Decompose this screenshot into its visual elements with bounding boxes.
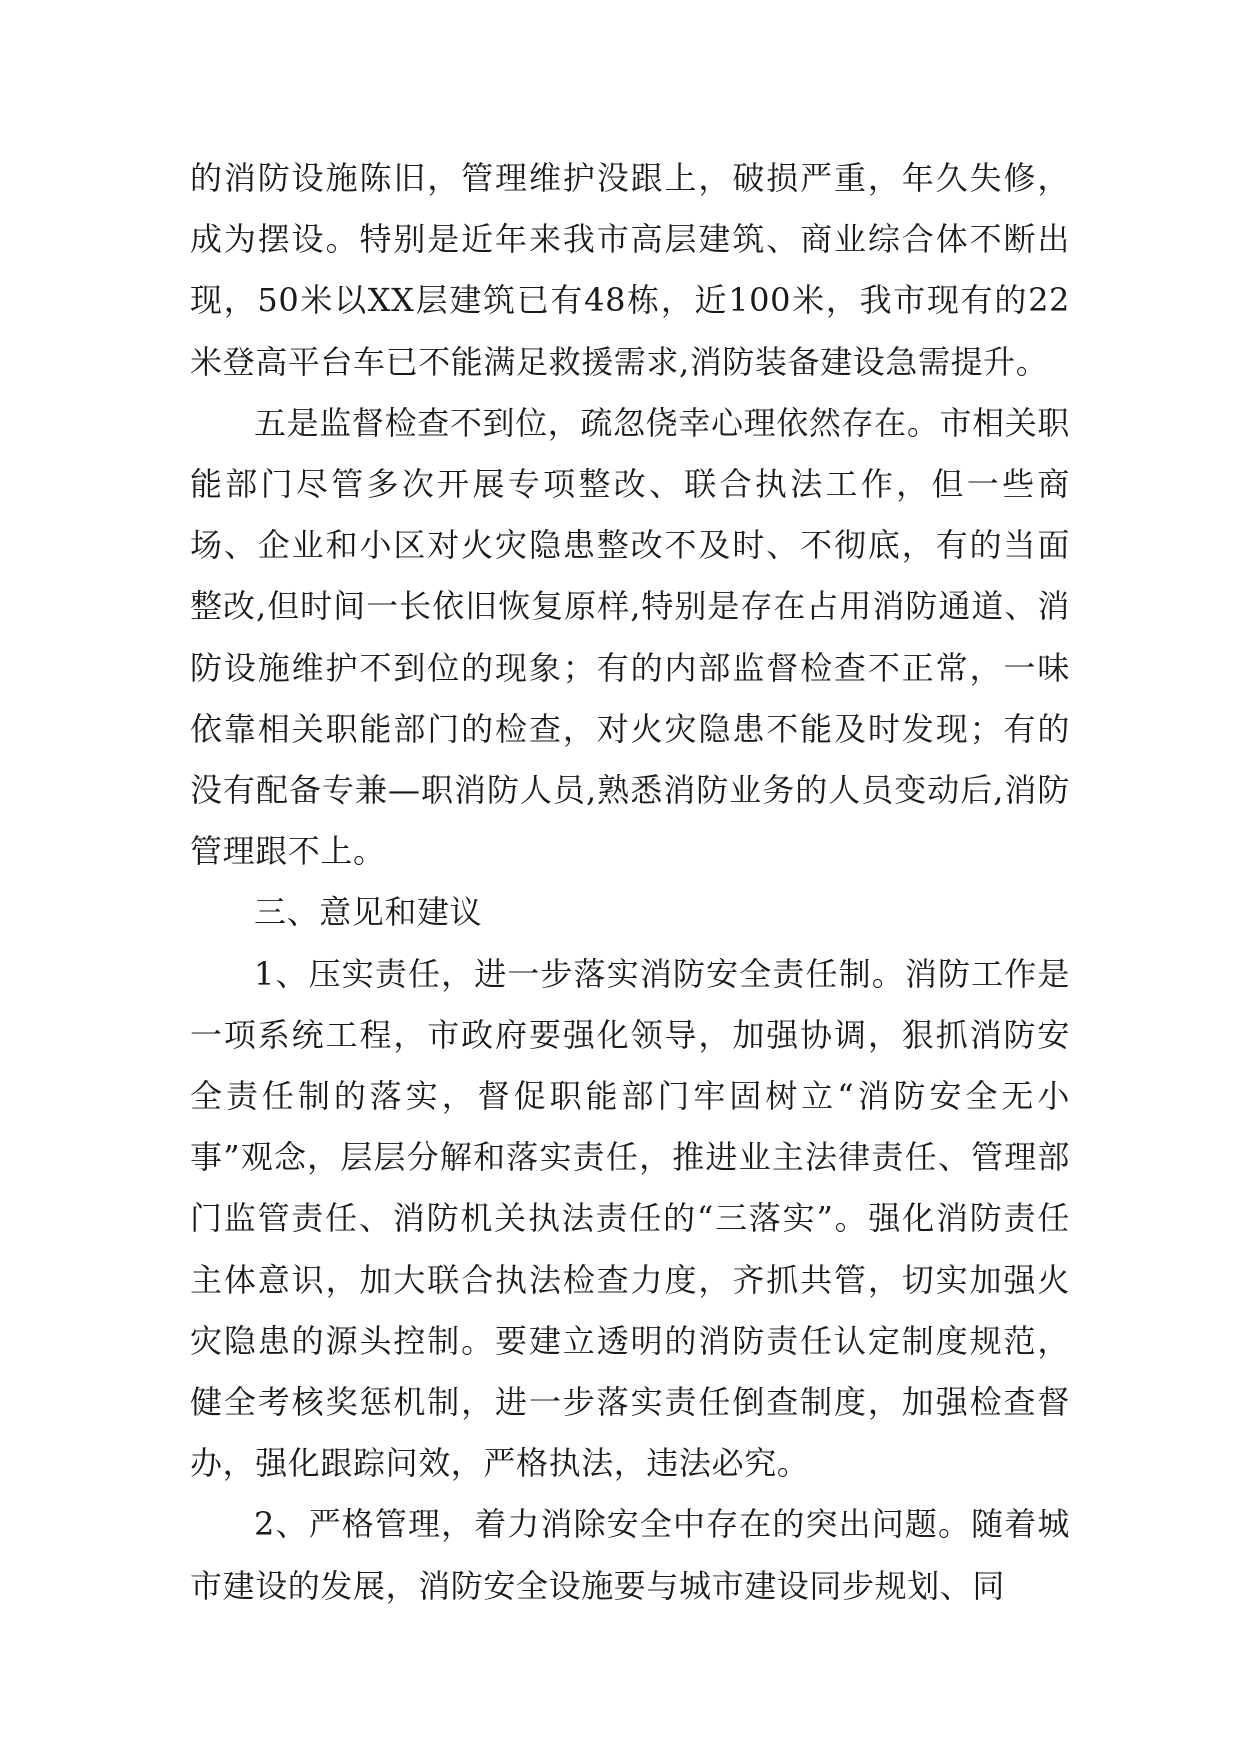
- paragraph-point-five: 五是监督检查不到位，疏忽侥幸心理依然存在。市相关职能部门尽管多次开展专项整改、联合执法工作，但一些商场、企业和小区对火灾隐患整改不及时、不彻底，有的当面整改,但时间一长依旧恢复原样,特别是存在占用消防通道、消防设施维护不到位的现象；有的内部监督检查不正常，一味依靠相关职能部门的检查，对火灾隐患不能及时发现；有的没有配备专兼—职消防人员,熟悉消防业务的人员变动后,消防管理跟不上。: [190, 403, 1070, 871]
- paragraph-suggestion-2: 2、严格管理，着力消除安全中存在的突出问题。随着城市建设的发展，消防安全设施要与城市建设同步规划、同: [190, 1505, 1070, 1605]
- paragraph-suggestion-1: 1、压实责任，进一步落实消防安全责任制。消防工作是一项系统工程，市政府要强化领导，加强协调，狠抓消防安全责任制的落实，督促职能部门牢固树立“消防安全无小事”观念，层层分解和落实责任，推进业主法律责任、管理部门监管责任、消防机关执法责任的“三落实”。强化消防责任主体意识，加大联合执法检查力度，齐抓共管，切实加强火灾隐患的源头控制。要建立透明的消防责任认定制度规范，健全考核奖惩机制，进一步落实责任倒查制度，加强检查督办，强化跟踪问效，严格执法，违法必究。: [190, 954, 1070, 1483]
- body-text: [190, 148, 1070, 1617]
- section-heading-suggestions: 三、意见和建议: [254, 893, 483, 932]
- paragraph-continuation: 的消防设施陈旧，管理维护没跟上，破损严重，年久失修，成为摆设。特别是近年来我市高层建筑、商业综合体不断出现，50米以XX层建筑已有48栋，近100米，我市现有的22米登高平台车已不能满足救援需求,消防装备建设急需提升。: [190, 159, 1070, 381]
